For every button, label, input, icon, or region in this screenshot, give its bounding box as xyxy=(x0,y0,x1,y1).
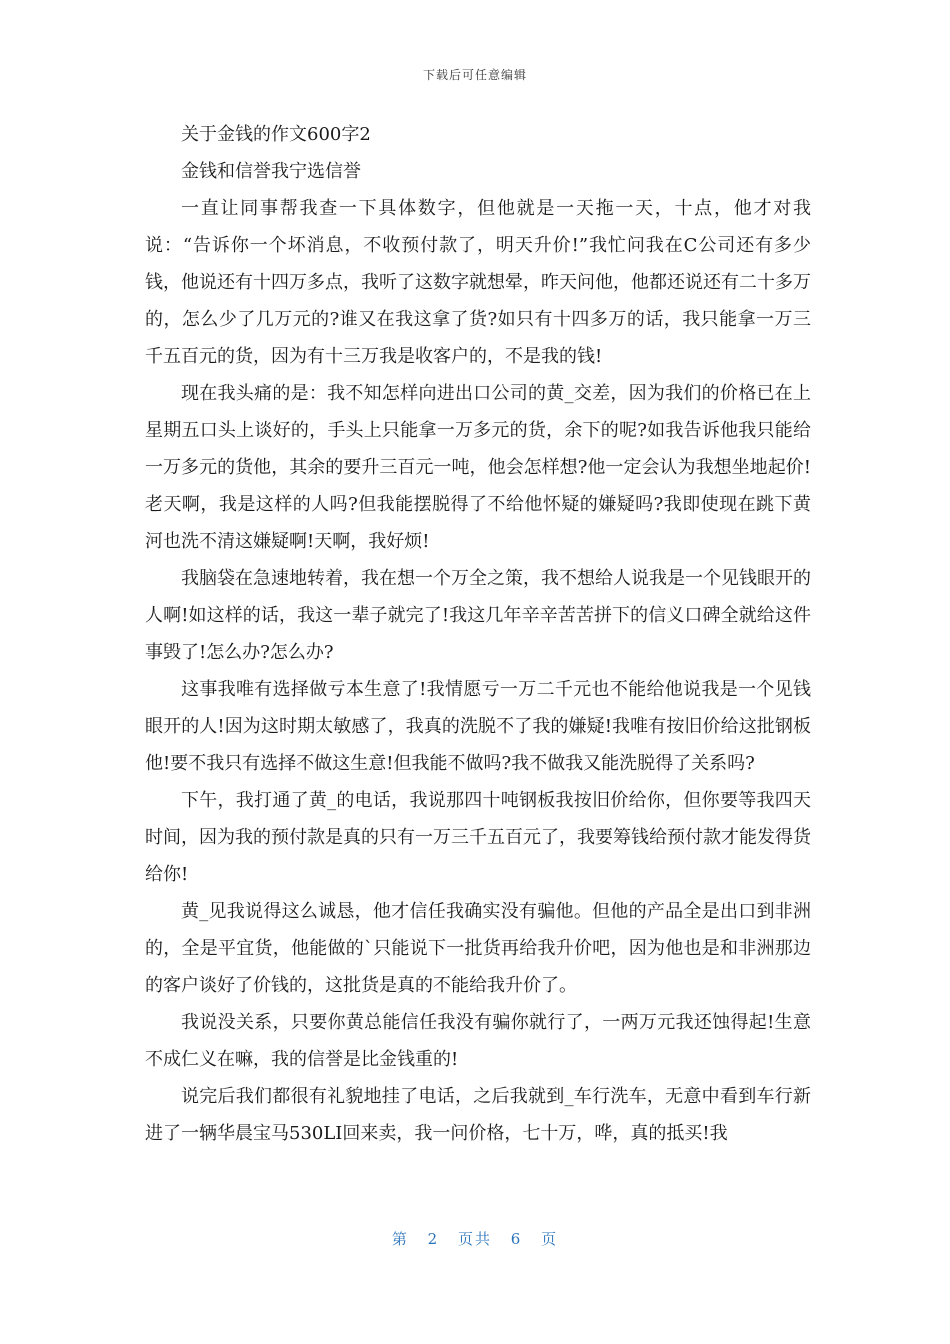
footer-page-number: 2 xyxy=(427,1230,440,1248)
footer-di: 第 xyxy=(391,1230,409,1248)
page-footer xyxy=(0,1228,950,1249)
document-title: 关于金钱的作文600字2 xyxy=(181,124,371,145)
paragraph-5: 下午，我打通了黄_的电话，我说那四十吨钢板我按旧价给你，但你要等我四天时间，因为我的预付款是真的只有一万三千五百元了，我要筹钱给预付款才能发得货给你! xyxy=(145,790,811,885)
paragraph-6: 黄_见我说得这么诚恳，他才信任我确实没有骗他。但他的产品全是出口到非洲的，全是平宜货，他能做的`只能说下一批货再给我升价吧，因为他也是和非洲那边的客户谈好了价钱的，这批货是真的不能给我升价了。 xyxy=(145,901,811,996)
paragraph-4: 这事我唯有选择做亏本生意了!我情愿亏一万二千元也不能给他说我是一个见钱眼开的人!因为这时期太敏感了，我真的洗脱不了我的嫌疑!我唯有按旧价给这批钢板他!要不我只有选择不做这生意!但我能不做吗?我不做我又能洗脱得了关系吗? xyxy=(145,679,811,774)
document-subtitle: 金钱和信誉我宁选信誉 xyxy=(181,161,361,182)
paragraph-1: 一直让同事帮我查一下具体数字，但他就是一天拖一天，十点，他才对我说：“告诉你一个坏消息，不收预付款了，明天升价!”我忙问我在C公司还有多少钱，他说还有十四万多点，我听了这数字就想晕，昨天问他，他都还说还有二十多万的，怎么少了几万元的?谁又在我这拿了货?如只有十四多万的话，我只能拿一万三千五百元的货，因为有十三万我是收客户的，不是我的钱! xyxy=(145,198,811,367)
paragraph-2: 现在我头痛的是：我不知怎样向进出口公司的黄_交差，因为我们的价格已在上星期五口头上谈好的，手头上只能拿一万多元的货，余下的呢?如我告诉他我只能给一万多元的货他，其余的要升三百元一吨，他会怎样想?他一定会认为我想坐地起价!老天啊，我是这样的人吗?但我能摆脱得了不给他怀疑的嫌疑吗?我即使现在跳下黄河也洗不清这嫌疑啊!天啊，我好烦! xyxy=(145,383,811,552)
paragraph-8: 说完后我们都很有礼貌地挂了电话，之后我就到_车行洗车，无意中看到车行新进了一辆华晨宝马530LI回来卖，我一问价格，七十万，哗，真的抵买!我 xyxy=(145,1086,811,1144)
paragraph-7: 我说没关系，只要你黄总能信任我没有骗你就行了，一两万元我还蚀得起!生意不成仁义在嘛，我的信誉是比金钱重的! xyxy=(145,1012,811,1070)
footer-total-pages: 6 xyxy=(510,1230,523,1248)
paragraph-3: 我脑袋在急速地转着，我在想一个万全之策，我不想给人说我是一个见钱眼开的人啊!如这样的话，我这一辈子就完了!我这几年辛辛苦苦拼下的信义口碑全就给这件事毁了!怎么办?怎么办? xyxy=(145,568,811,663)
footer-ye: 页 xyxy=(541,1230,559,1248)
header-note: 下载后可任意编辑 xyxy=(422,68,527,82)
footer-ye-gong: 页共 xyxy=(457,1230,492,1248)
document-body xyxy=(145,116,811,1152)
